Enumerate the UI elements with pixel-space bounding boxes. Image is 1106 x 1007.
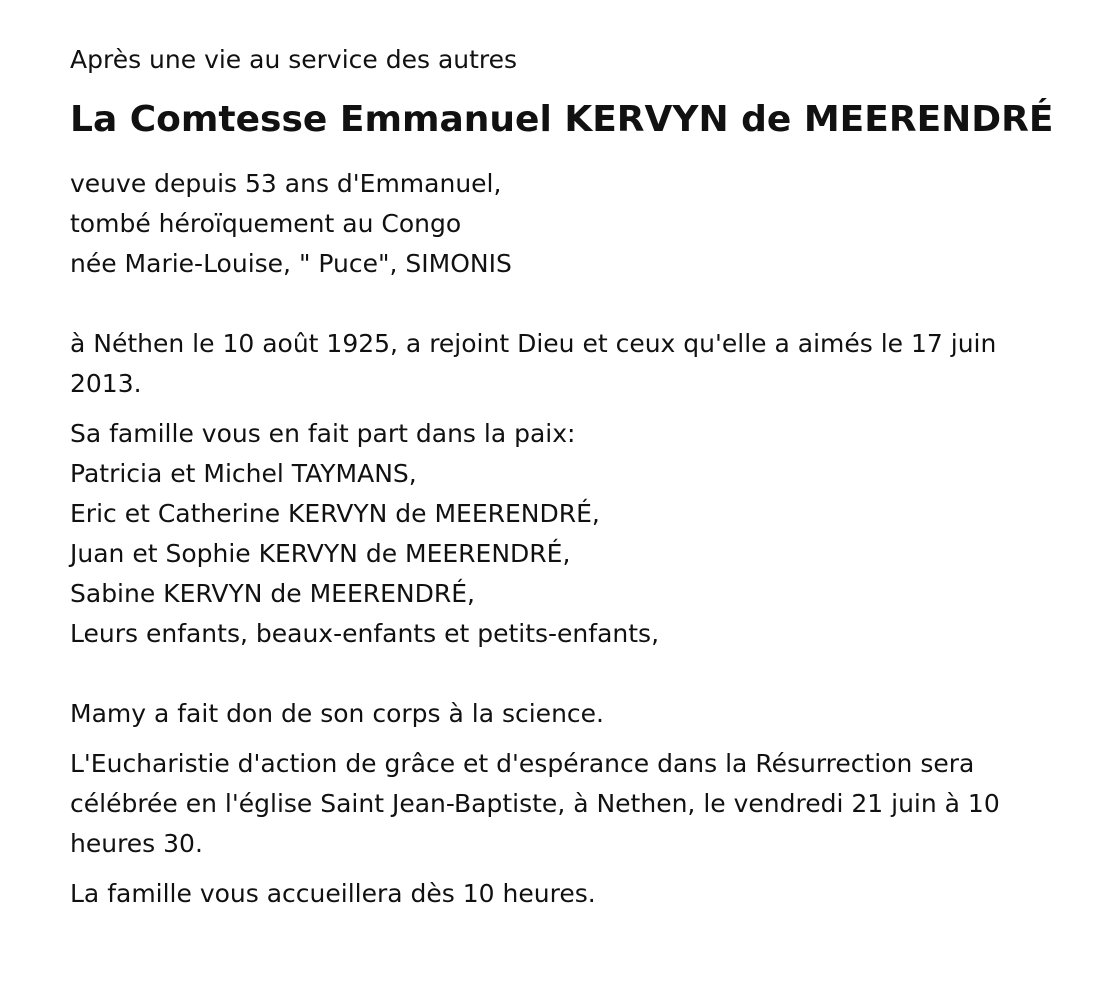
family-member: Patricia et Michel TAYMANS, [70,459,417,488]
family-list [70,454,1070,654]
family-member: Sabine KERVYN de MEERENDRÉ, [70,579,475,608]
birth-death-text: à Néthen le 10 août 1925, a rejoint Dieu et ceux qu'elle a aimés le 17 juin 2013. [70,329,997,398]
ceremony-text: L'Eucharistie d'action de grâce et d'espérance dans la Résurrection sera célébrée en l'église Saint Jean-Baptiste, à Nethen, le vendredi 21 juin à 10 heures 30. [70,749,1000,858]
donation-text: Mamy a fait don de son corps à la science. [70,699,604,728]
description-line: tombé héroïquement au Congo [70,209,462,238]
family-member: Leurs enfants, beaux-enfants et petits-enfants, [70,619,660,648]
intro-line: Après une vie au service des autres [70,45,518,74]
family-intro: Sa famille vous en fait part dans la paix: [70,419,576,448]
description-line: veuve depuis 53 ans d'Emmanuel, [70,169,502,198]
family-member: Eric et Catherine KERVYN de MEERENDRÉ, [70,499,600,528]
description-block [70,164,1070,284]
deceased-name: La Comtesse Emmanuel KERVYN de MEERENDRÉ [70,99,1054,140]
welcome-text: La famille vous accueillera dès 10 heures. [70,879,596,908]
family-member: Juan et Sophie KERVYN de MEERENDRÉ, [70,539,571,568]
description-line: née Marie-Louise, " Puce", SIMONIS [70,249,512,278]
obituary-notice [70,40,1070,914]
